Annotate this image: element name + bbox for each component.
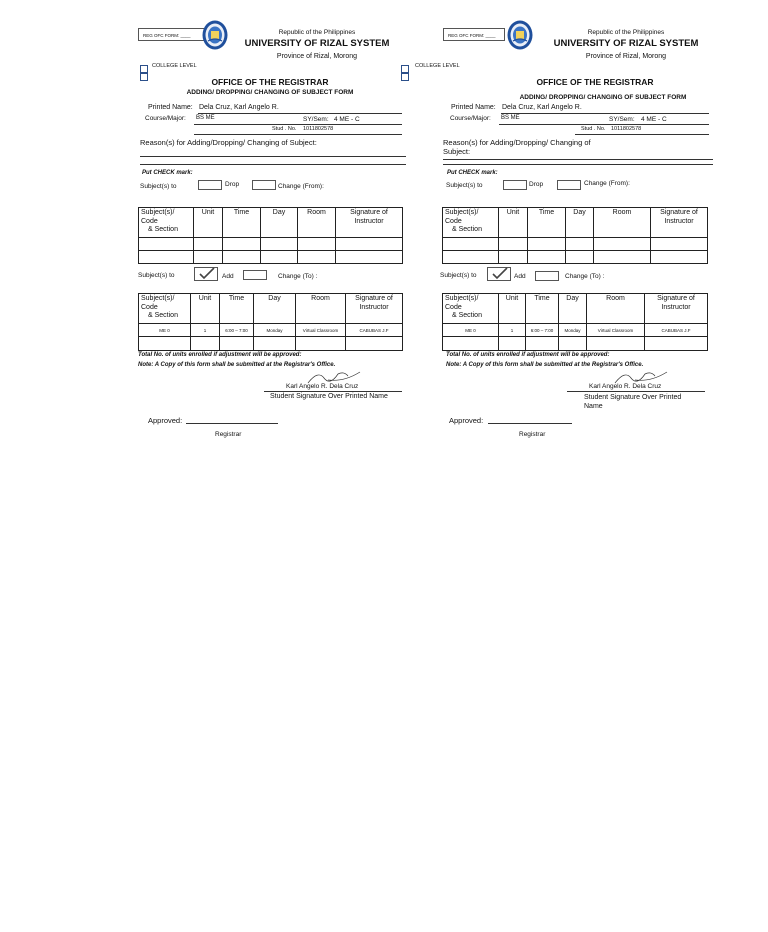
course-value[interactable]: BS ME (501, 115, 520, 121)
col-time: Time (223, 208, 261, 238)
registrar-form-right (415, 18, 709, 448)
other-level-checkbox[interactable] (401, 73, 409, 81)
student-signature-label: Student Signature Over Printed Name (270, 393, 388, 400)
col-signature: Signature of Instructor (651, 208, 708, 238)
add-subjects-table (442, 293, 708, 351)
subjects-to-drop-label: Subject(s) to (140, 183, 177, 190)
add-day-cell[interactable]: Monday (254, 324, 296, 337)
total-units-note: Total No. of units enrolled if adjustment will be approved: (446, 352, 610, 358)
course-line (194, 124, 402, 125)
subjects-to-drop-label: Subject(s) to (446, 182, 483, 189)
add-subject-cell[interactable]: ME 0 (443, 324, 499, 337)
put-check-label: Put CHECK mark: (447, 170, 498, 176)
registrar-label: Registrar (215, 431, 242, 438)
col-day: Day (559, 294, 587, 324)
course-value[interactable]: BS ME (196, 115, 215, 121)
sysem-label: SY/Sem: (609, 116, 635, 123)
printed-name-label: Printed Name: (451, 104, 496, 111)
printed-name-line (501, 113, 709, 114)
reason-label: Reason(s) for Adding/Dropping/ Changing of Subject: (443, 138, 591, 156)
check-icon (491, 267, 509, 280)
drop-checkbox[interactable] (198, 180, 222, 190)
change-from-checkbox[interactable] (557, 180, 581, 190)
drop-label: Drop (529, 181, 544, 188)
student-signature-line (264, 391, 402, 392)
table-row[interactable] (443, 324, 708, 337)
col-day: Day (254, 294, 296, 324)
republic-label: Republic of the Philippines (278, 29, 356, 36)
col-signature: Signature of Instructor (645, 294, 708, 324)
student-printed-name[interactable]: Karl Angelo R. Dela Cruz (589, 383, 662, 390)
printed-name-value[interactable]: Dela Cruz, Karl Angelo R. (199, 104, 279, 111)
col-room: Room (298, 208, 336, 238)
course-line (499, 124, 709, 125)
course-label: Course/Major: (145, 115, 186, 122)
add-room-cell[interactable]: Virtual Classroom (587, 324, 645, 337)
copy-note: Note: A Copy of this form shall be submitted at the Registrar's Office. (446, 362, 644, 368)
drop-checkbox[interactable] (503, 180, 527, 190)
college-level-label: COLLEGE LEVEL (152, 63, 197, 69)
stud-no-label: Stud . No. (272, 126, 297, 132)
col-unit: Unit (194, 208, 223, 238)
table-row[interactable] (443, 238, 708, 251)
printed-name-label: Printed Name: (148, 104, 193, 111)
check-icon (198, 267, 216, 280)
stud-no-value[interactable]: 1011802578 (303, 126, 334, 132)
col-subject: Subject(s)/ Code & Section (139, 208, 194, 238)
add-subjects-table (138, 293, 403, 351)
add-label: Add (514, 273, 526, 280)
republic-label: Republic of the Philippines (587, 29, 665, 36)
add-time-cell[interactable]: 6:00 – 7:00 (220, 324, 254, 337)
copy-note: Note: A Copy of this form shall be submitted at the Registrar's Office. (138, 362, 336, 368)
change-to-checkbox[interactable] (243, 270, 267, 280)
add-unit-cell[interactable]: 1 (191, 324, 220, 337)
sysem-label: SY/Sem: (303, 116, 329, 123)
approved-line[interactable] (488, 423, 572, 424)
col-time: Time (220, 294, 254, 324)
col-unit: Unit (191, 294, 220, 324)
table-row[interactable] (139, 238, 403, 251)
col-time: Time (528, 208, 566, 238)
drop-label: Drop (225, 181, 240, 188)
change-to-checkbox[interactable] (535, 271, 559, 281)
col-room: Room (587, 294, 645, 324)
change-from-label: Change (From): (278, 183, 324, 190)
university-name: UNIVERSITY OF RIZAL SYSTEM (553, 38, 699, 49)
add-subject-cell[interactable]: ME 0 (139, 324, 191, 337)
col-subject: Subject(s)/ Code & Section (139, 294, 191, 324)
drop-subjects-table (138, 207, 403, 264)
course-label: Course/Major: (450, 115, 491, 122)
registrar-form-left (136, 18, 404, 448)
stud-no-line (194, 134, 402, 135)
add-day-cell[interactable]: Monday (559, 324, 587, 337)
reg-office-form-box: REG OFC FORM: ____ (138, 28, 224, 41)
col-day: Day (566, 208, 594, 238)
reason-line-2[interactable] (443, 164, 713, 165)
table-row[interactable] (139, 324, 403, 337)
col-subject: Subject(s)/ Code & Section (443, 294, 499, 324)
drop-subjects-table (442, 207, 708, 264)
university-seal-icon (202, 20, 228, 50)
reason-label: Reason(s) for Adding/Dropping/ Changing of Subject: (140, 138, 317, 147)
col-signature: Signature of Instructor (336, 208, 403, 238)
form-title: ADDING/ DROPPING/ CHANGING OF SUBJECT FORM (186, 89, 354, 96)
col-unit: Unit (499, 208, 528, 238)
put-check-label: Put CHECK mark: (142, 170, 193, 176)
table-row[interactable] (443, 337, 708, 351)
col-subject: Subject(s)/ Code & Section (443, 208, 499, 238)
stud-no-value[interactable]: 1011802578 (611, 126, 642, 132)
university-seal-icon (507, 20, 533, 50)
col-unit: Unit (499, 294, 526, 324)
college-level-checkbox[interactable] (401, 65, 409, 73)
stud-no-line (575, 134, 709, 135)
change-from-label: Change (From): (584, 180, 630, 187)
col-signature: Signature of Instructor (346, 294, 403, 324)
office-title: OFFICE OF THE REGISTRAR (211, 77, 329, 87)
total-units-note: Total No. of units enrolled if adjustment will be approved: (138, 352, 302, 358)
printed-name-value[interactable]: Dela Cruz, Karl Angelo R. (502, 104, 582, 111)
approved-label: Approved: (449, 416, 484, 425)
registrar-label: Registrar (519, 431, 546, 438)
change-to-label: Change (To) : (565, 273, 605, 280)
table-row[interactable] (139, 251, 403, 264)
approved-line[interactable] (186, 423, 278, 424)
col-room: Room (594, 208, 651, 238)
approved-label: Approved: (148, 416, 183, 425)
subjects-to-add-label: Subject(s) to (138, 272, 175, 279)
college-level-checkbox[interactable] (140, 65, 148, 73)
office-title: OFFICE OF THE REGISTRAR (536, 77, 654, 87)
add-room-cell[interactable]: Virtual Classroom (296, 324, 346, 337)
table-row[interactable] (139, 337, 403, 351)
sysem-value[interactable]: 4 ME - C (334, 116, 360, 123)
reason-line-1[interactable] (140, 156, 406, 157)
add-time-cell[interactable]: 6:00 – 7:00 (526, 324, 559, 337)
reg-office-form-box: REG OFC FORM: ____ (443, 28, 505, 41)
add-checkbox[interactable] (487, 267, 511, 281)
student-signature-label: Student Signature Over Printed Name (584, 394, 682, 410)
add-instructor-cell[interactable]: CABUBAS J.F (645, 324, 708, 337)
form-title: ADDING/ DROPPING/ CHANGING OF SUBJECT FORM (519, 94, 687, 101)
student-signature-line (567, 391, 705, 392)
university-name: UNIVERSITY OF RIZAL SYSTEM (244, 38, 390, 49)
college-level-label: COLLEGE LEVEL (415, 63, 460, 69)
add-unit-cell[interactable]: 1 (499, 324, 526, 337)
add-checkbox[interactable] (194, 267, 218, 281)
province-label: Province of Rizal, Morong (276, 53, 358, 60)
add-label: Add (222, 273, 234, 280)
province-label: Province of Rizal, Morong (585, 53, 667, 60)
table-row[interactable] (443, 251, 708, 264)
reason-line-1[interactable] (443, 159, 713, 160)
reason-line-2[interactable] (140, 164, 406, 165)
sysem-value[interactable]: 4 ME - C (641, 116, 667, 123)
col-day: Day (261, 208, 298, 238)
student-printed-name[interactable]: Karl Angelo R. Dela Cruz (286, 383, 359, 390)
subjects-to-add-label: Subject(s) to (440, 272, 477, 279)
change-to-label: Change (To) : (278, 273, 318, 280)
col-room: Room (296, 294, 346, 324)
change-from-checkbox[interactable] (252, 180, 276, 190)
stud-no-label: Stud . No. (581, 126, 606, 132)
col-time: Time (526, 294, 559, 324)
printed-name-line (198, 113, 402, 114)
add-instructor-cell[interactable]: CABUBAS J.F (346, 324, 403, 337)
